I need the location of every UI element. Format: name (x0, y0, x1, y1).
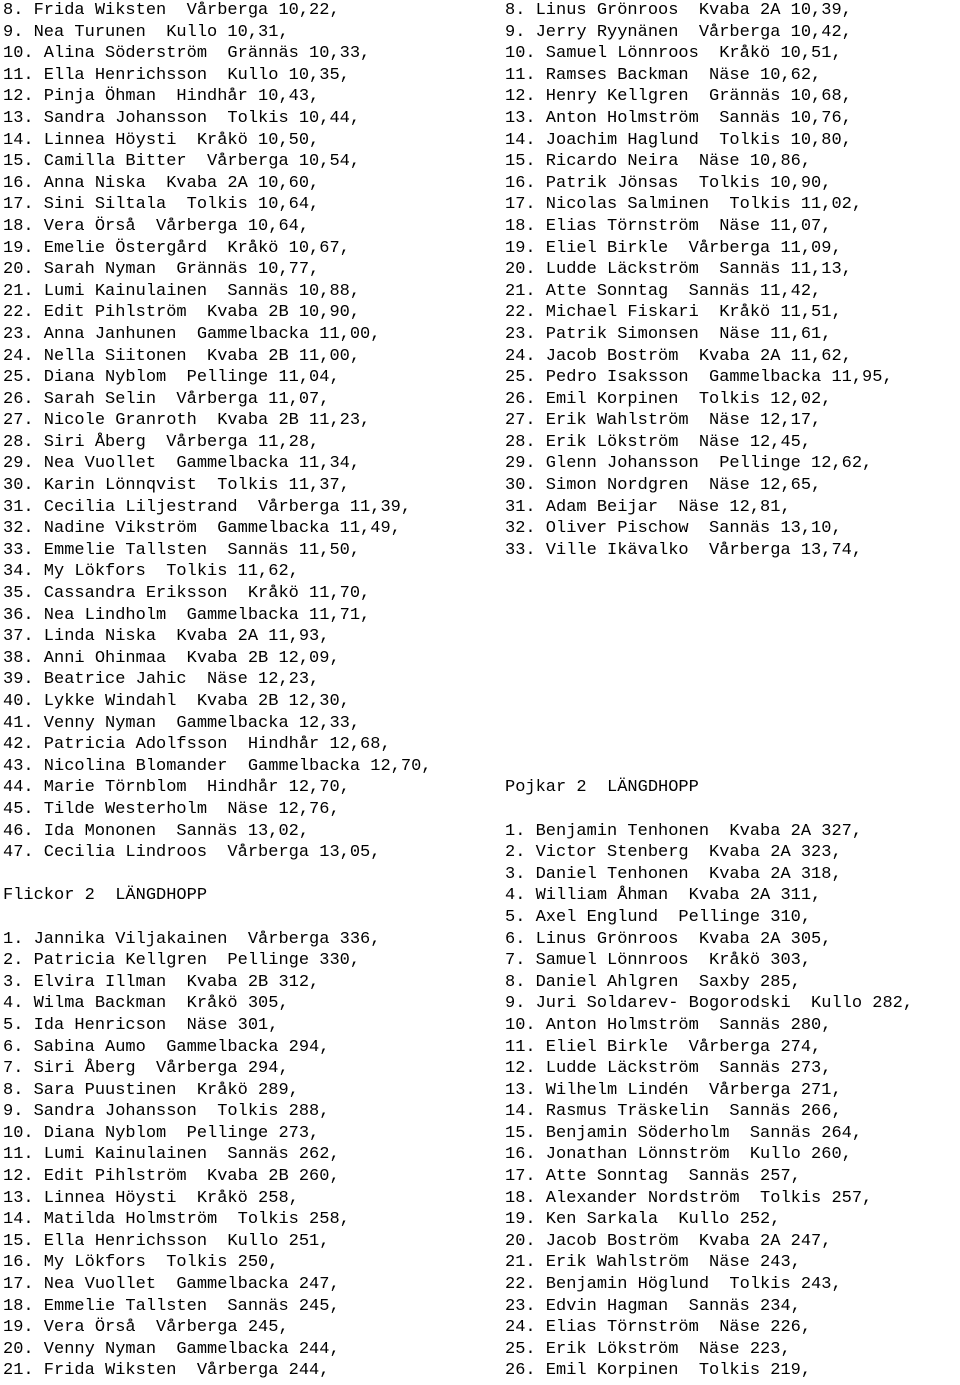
result-line: 4. William Åhman Kvaba 2A 311, (505, 886, 822, 906)
result-line: 22. Michael Fiskari Kråkö 11,51, (505, 303, 842, 323)
result-line: 43. Nicolina Blomander Gammelbacka 12,70, (3, 756, 432, 776)
result-line: 17. Atte Sonntag Sannäs 257, (505, 1167, 801, 1187)
result-line: 9. Jerry Ryynänen Vårberga 10,42, (505, 22, 852, 42)
right-spacer (505, 561, 960, 583)
result-line: 21. Lumi Kainulainen Sannäs 10,88, (3, 281, 361, 301)
result-line: 1. Jannika Viljakainen Vårberga 336, (3, 929, 381, 949)
result-line: 16. My Lökfors Tolkis 250, (3, 1253, 279, 1273)
result-line: 31. Cecilia Liljestrand Vårberga 11,39, (3, 497, 412, 517)
result-line: 3. Elvira Illman Kvaba 2B 312, (3, 972, 320, 992)
result-line: 29. Glenn Johansson Pellinge 12,62, (505, 454, 873, 474)
result-line: 26. Emil Korpinen Tolkis 219, (505, 1361, 812, 1381)
right-spacer (505, 583, 960, 605)
right-spacer (505, 799, 960, 821)
result-line: 14. Matilda Holmström Tolkis 258, (3, 1210, 350, 1230)
result-line: 18. Elias Törnström Näse 11,07, (505, 216, 832, 236)
result-line: 19. Vera Örså Vårberga 245, (3, 1318, 289, 1338)
result-line: 10. Anton Holmström Sannäs 280, (505, 1015, 832, 1035)
result-line: 21. Atte Sonntag Sannäs 11,42, (505, 281, 822, 301)
right-spacer (505, 713, 960, 735)
result-line: 27. Erik Wahlström Näse 12,17, (505, 411, 822, 431)
left-spacer (3, 864, 498, 886)
result-line: 47. Cecilia Lindroos Vårberga 13,05, (3, 843, 381, 863)
result-line: 17. Nea Vuollet Gammelbacka 247, (3, 1275, 340, 1295)
result-line: 24. Jacob Boström Kvaba 2A 11,62, (505, 346, 852, 366)
left-section-heading: Flickor 2 LÄNGDHOPP (3, 886, 208, 906)
result-line: 44. Marie Törnblom Hindhår 12,70, (3, 778, 350, 798)
result-line: 19. Eliel Birkle Vårberga 11,09, (505, 238, 842, 258)
result-line: 29. Nea Vuollet Gammelbacka 11,34, (3, 454, 361, 474)
result-line: 27. Nicole Granroth Kvaba 2B 11,23, (3, 411, 371, 431)
result-line: 23. Anna Janhunen Gammelbacka 11,00, (3, 324, 381, 344)
result-line: 12. Edit Pihlström Kvaba 2B 260, (3, 1167, 340, 1187)
result-line: 11. Lumi Kainulainen Sannäs 262, (3, 1145, 340, 1165)
result-line: 7. Samuel Lönnroos Kråkö 303, (505, 951, 812, 971)
result-line: 16. Anna Niska Kvaba 2A 10,60, (3, 173, 320, 193)
result-line: 41. Venny Nyman Gammelbacka 12,33, (3, 713, 361, 733)
result-line: 9. Nea Turunen Kullo 10,31, (3, 22, 289, 42)
right-section-heading: Pojkar 2 LÄNGDHOPP (505, 778, 699, 798)
result-line: 34. My Lökfors Tolkis 11,62, (3, 562, 299, 582)
result-line: 20. Venny Nyman Gammelbacka 244, (3, 1339, 340, 1359)
result-line: 28. Siri Åberg Vårberga 11,28, (3, 432, 320, 452)
result-line: 24. Nella Siitonen Kvaba 2B 11,00, (3, 346, 361, 366)
result-line: 23. Patrik Simonsen Näse 11,61, (505, 324, 832, 344)
result-line: 10. Diana Nyblom Pellinge 273, (3, 1123, 320, 1143)
result-line: 6. Sabina Aumo Gammelbacka 294, (3, 1037, 330, 1057)
result-line: 32. Oliver Pischow Sannäs 13,10, (505, 519, 842, 539)
result-line: 8. Daniel Ahlgren Saxby 285, (505, 972, 801, 992)
right-spacer (505, 756, 960, 778)
result-line: 26. Emil Korpinen Tolkis 12,02, (505, 389, 832, 409)
result-line: 37. Linda Niska Kvaba 2A 11,93, (3, 627, 330, 647)
result-line: 5. Ida Henricson Näse 301, (3, 1015, 279, 1035)
result-line: 4. Wilma Backman Kråkö 305, (3, 994, 289, 1014)
result-line: 12. Pinja Öhman Hindhår 10,43, (3, 87, 320, 107)
result-line: 14. Rasmus Träskelin Sannäs 266, (505, 1102, 842, 1122)
result-line: 14. Linnea Höysti Kråkö 10,50, (3, 130, 320, 150)
result-line: 17. Nicolas Salminen Tolkis 11,02, (505, 195, 863, 215)
result-line: 20. Ludde Läckström Sannäs 11,13, (505, 260, 852, 280)
result-line: 16. Jonathan Lönnström Kullo 260, (505, 1145, 852, 1165)
result-line: 15. Benjamin Söderholm Sannäs 264, (505, 1123, 863, 1143)
result-line: 23. Edvin Hagman Sannäs 234, (505, 1296, 801, 1316)
result-line: 30. Simon Nordgren Näse 12,65, (505, 476, 822, 496)
result-line: 15. Ella Henrichsson Kullo 251, (3, 1231, 330, 1251)
result-line: 25. Diana Nyblom Pellinge 11,04, (3, 368, 340, 388)
result-line: 39. Beatrice Jahic Näse 12,23, (3, 670, 320, 690)
result-line: 13. Linnea Höysti Kråkö 258, (3, 1188, 299, 1208)
result-line: 12. Henry Kellgren Grännäs 10,68, (505, 87, 852, 107)
result-line: 22. Benjamin Höglund Tolkis 243, (505, 1275, 842, 1295)
result-line: 7. Siri Åberg Vårberga 294, (3, 1059, 289, 1079)
result-line: 10. Samuel Lönnroos Kråkö 10,51, (505, 44, 842, 64)
result-line: 46. Ida Mononen Sannäs 13,02, (3, 821, 310, 841)
result-line: 12. Ludde Läckström Sannäs 273, (505, 1059, 832, 1079)
right-spacer (505, 605, 960, 627)
right-results-top (505, 0, 960, 561)
result-line: 21. Erik Wahlström Näse 243, (505, 1253, 801, 1273)
right-spacer (505, 669, 960, 691)
right-spacer (505, 626, 960, 648)
result-line: 3. Daniel Tenhonen Kvaba 2A 318, (505, 864, 842, 884)
result-line: 45. Tilde Westerholm Näse 12,76, (3, 799, 340, 819)
result-line: 42. Patricia Adolfsson Hindhår 12,68, (3, 735, 391, 755)
result-line: 14. Joachim Haglund Tolkis 10,80, (505, 130, 852, 150)
right-spacer (505, 648, 960, 670)
result-line: 18. Alexander Nordström Tolkis 257, (505, 1188, 873, 1208)
right-results-bottom (505, 821, 960, 1382)
result-line: 13. Sandra Johansson Tolkis 10,44, (3, 108, 361, 128)
result-line: 25. Pedro Isaksson Gammelbacka 11,95, (505, 368, 893, 388)
result-line: 36. Nea Lindholm Gammelbacka 11,71, (3, 605, 371, 625)
result-line: 11. Ramses Backman Näse 10,62, (505, 65, 822, 85)
result-line: 10. Alina Söderström Grännäs 10,33, (3, 44, 371, 64)
left-results-bottom (3, 929, 498, 1382)
result-line: 38. Anni Ohinmaa Kvaba 2B 12,09, (3, 648, 340, 668)
result-line: 13. Anton Holmström Sannäs 10,76, (505, 108, 852, 128)
left-column (3, 0, 498, 1382)
result-line: 13. Wilhelm Lindén Vårberga 271, (505, 1080, 842, 1100)
result-line: 1. Benjamin Tenhonen Kvaba 2A 327, (505, 821, 863, 841)
result-line: 19. Ken Sarkala Kullo 252, (505, 1210, 781, 1230)
result-line: 19. Emelie Östergård Kråkö 10,67, (3, 238, 350, 258)
result-line: 15. Camilla Bitter Vårberga 10,54, (3, 152, 361, 172)
result-line: 33. Emmelie Tallsten Sannäs 11,50, (3, 540, 361, 560)
result-line: 18. Emmelie Tallsten Sannäs 245, (3, 1296, 340, 1316)
result-line: 35. Cassandra Eriksson Kråkö 11,70, (3, 584, 371, 604)
result-line: 32. Nadine Vikström Gammelbacka 11,49, (3, 519, 401, 539)
result-line: 30. Karin Lönnqvist Tolkis 11,37, (3, 476, 350, 496)
result-line: 33. Ville Ikävalko Vårberga 13,74, (505, 540, 863, 560)
result-line: 40. Lykke Windahl Kvaba 2B 12,30, (3, 692, 350, 711)
result-line: 21. Frida Wiksten Vårberga 244, (3, 1361, 330, 1381)
result-line: 24. Elias Törnström Näse 226, (505, 1318, 812, 1338)
result-line: 17. Sini Siltala Tolkis 10,64, (3, 195, 320, 215)
result-line: 8. Linus Grönroos Kvaba 2A 10,39, (505, 1, 852, 20)
right-column (505, 0, 960, 1382)
result-line: 5. Axel Englund Pellinge 310, (505, 907, 812, 927)
result-line: 11. Eliel Birkle Vårberga 274, (505, 1037, 822, 1057)
result-line: 20. Sarah Nyman Grännäs 10,77, (3, 260, 320, 280)
result-line: 22. Edit Pihlström Kvaba 2B 10,90, (3, 303, 361, 323)
result-line: 9. Juri Soldarev- Bogorodski Kullo 282, (505, 994, 914, 1014)
result-line: 26. Sarah Selin Vårberga 11,07, (3, 389, 330, 409)
result-line: 16. Patrik Jönsas Tolkis 10,90, (505, 173, 832, 193)
result-line: 20. Jacob Boström Kvaba 2A 247, (505, 1231, 832, 1251)
right-spacer (505, 691, 960, 713)
result-line: 31. Adam Beijar Näse 12,81, (505, 497, 791, 517)
result-line: 8. Frida Wiksten Vårberga 10,22, (3, 1, 340, 20)
result-line: 9. Sandra Johansson Tolkis 288, (3, 1102, 330, 1122)
result-line: 18. Vera Örså Vårberga 10,64, (3, 216, 310, 236)
result-line: 11. Ella Henrichsson Kullo 10,35, (3, 65, 350, 85)
result-line: 8. Sara Puustinen Kråkö 289, (3, 1080, 299, 1100)
right-spacer (505, 734, 960, 756)
left-spacer (3, 907, 498, 929)
result-line: 2. Victor Stenberg Kvaba 2A 323, (505, 843, 842, 863)
result-line: 25. Erik Lökström Näse 223, (505, 1339, 791, 1359)
left-results-top (3, 0, 498, 864)
result-line: 28. Erik Lökström Näse 12,45, (505, 432, 812, 452)
result-line: 6. Linus Grönroos Kvaba 2A 305, (505, 929, 832, 949)
result-line: 2. Patricia Kellgren Pellinge 330, (3, 951, 361, 971)
result-line: 15. Ricardo Neira Näse 10,86, (505, 152, 812, 172)
